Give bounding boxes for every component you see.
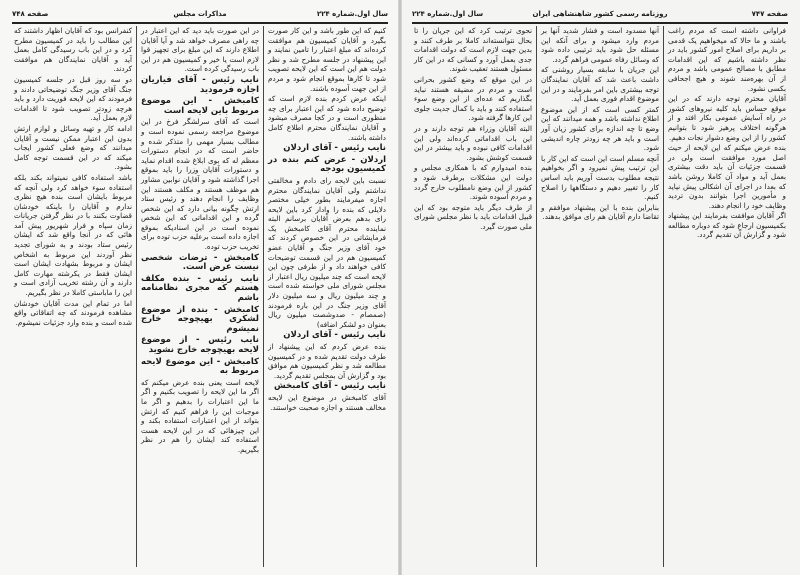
paragraph: اینکه عرض کردم بنده لازم است که توضیح داده شود که این اعتبار برای چه منظوری است و در کجا مصرف میشود و آقایان نمایندگان محترم اطلاع کامل داشته باشند. — [268, 94, 386, 142]
right-page-columns — [410, 26, 790, 567]
speaker-heading: نایب رئیس - بنده مکلف هستم که مجری نظامنامه باشم — [141, 273, 259, 304]
paragraph: بنده امیدوارم که با همکاری مجلس و دولت این مشکلات برطرف شود و کشور از این وضع نامطلوب خارج گردد و مردم آسوده شوند. — [414, 163, 532, 202]
speaker-heading: اردلان - عرض کنم بنده در کمیسیون بودجه — [268, 154, 386, 175]
text-column — [536, 26, 663, 567]
section-title: مذاکرات مجلس — [173, 10, 227, 18]
paragraph: البته آقایان وزراء هم توجه دارند و در این باب اقداماتی کرده‌اند ولی این اقدامات کافی نبوده و باید بیشتر در این قسمت کوشش بشود. — [414, 123, 532, 162]
speaker-heading: نایب رئیس - آقای اردلان — [283, 143, 386, 154]
page-spine — [398, 0, 402, 575]
issue-number: سال اول.شماره ۲۲۴ — [412, 10, 484, 18]
paragraph: از طرف دیگر باید متوجه بود که این قبیل اقدامات باید با نظر مجلس شورای ملی صورت گیرد. — [414, 202, 532, 231]
paragraph: بنابراین بنده با این پیشنهاد موافقم و تقاضا دارم آقایان هم رای موافق بدهند. — [541, 202, 659, 222]
left-page-header — [12, 8, 388, 24]
paragraph: در این صورت باید دید که این اعتبار در چه راهی مصرف خواهد شد و آیا آقایان اطلاع دارند که این مبلغ برای تجهیز قوا لازم است یا خیر و کمیسیون هم در این باب رسیدگی کرده است. — [141, 26, 259, 74]
paragraph: آنها مسدود است و فشار شدید آنها بر مردم وارد میشود و برای آنکه این مسئله حل شود باید ترتیبی داده شود که وسائل رفاه عمومی فراهم گردد. — [541, 26, 659, 64]
paragraph: آقایان محترم توجه دارند که در این موقع حساس باید کلیه نیروهای کشور در راه آسایش عمومی بکار افتد و از هرگونه اختلاف پرهیز شود تا بتوانیم کشور را از این وضع دشوار نجات دهیم. — [668, 94, 786, 142]
paragraph: اما در تمام این مدت آقایان خودشان مشاهده فرمودند که چه اتفاقاتی واقع شده است و بنده وارد جزئیات نمیشوم. — [14, 298, 132, 327]
text-column — [663, 26, 790, 567]
paragraph: کنفرانس بود که آقایان اظهار داشتند که این مطالب را باید در کمیسیون مطرح کرد و در این باب رسیدگی کامل بعمل آید و آقایان نمایندگان هم موافقت کردند. — [14, 26, 132, 74]
paragraph: فراوانی داشته است که مردم راغب باشند و ما حالا که میخواهیم یک قدمی بر داریم برای اصلاح امور کشور باید در نظر داشته باشیم که این اقدامات مطابق با مصالح عمومی باشد و مردم از آن بهره‌مند شوند و هیچ اجحافی بکسی نشود. — [668, 26, 786, 93]
paragraph: نسبت باین لایحه رای دادم و مخالفتی نداشتم ولی آقایان نمایندگان محترم اجازه میفرمایند بطور خیلی مختصر دلایلی که بنده را وادار کرد باین لایحه رای بدهم بعرض آقایان برسانم البته نماینده محترم آقای کامبخش یک فرمایشاتی در این خصوص کردند که خود آقای وزیر جنگ و آقایان عضو کمیسیون هم در این قسمت توضیحات کافی خواهند داد و از طرفی چون این لایحه است که چند میلیون ریال اعتبار از مجلس شورای ملی خواسته شده است و چند میلیون ریال و سه میلیون دلار آقای وزیر جنگ در این باره فرمودند (صمصام - صدوشصت میلیون ریال بعنوان دو لشکر اضافه) — [268, 175, 386, 329]
paragraph: کمتر کسی است که از این موضوع اطلاع نداشته باشد و همه میدانند که این وضع تا چه اندازه برای کشور زیان آور است و باید هر چه زودتر چاره اندیشی شود. — [541, 104, 659, 153]
text-column — [10, 26, 136, 567]
paragraph: در این موقع که وضع کشور بحرانی است و مردم در مضیقه هستند نباید بگذاریم که عده‌ای از این وضع سوء استفاده کنند و باید با کمال جدیت جلوی این کارها گرفته شود. — [414, 74, 532, 123]
speaker-heading: نایب رئیس - از موضوع لایحه بهیچوجه خارج نشوید — [141, 335, 259, 355]
speaker-heading: کامبخش - این موضوع لایحه مربوط به — [141, 356, 259, 377]
paragraph: آقای کامبخش در موضوع این لایحه مخالف هستند و اجازه صحبت خواستند. — [268, 392, 386, 412]
paragraph: لایحه است یعنی بنده عرض میکنم که اگر ما این لایحه را تصویب بکنیم و اگر ما این اعتبارات را بدهیم و اگر ما موجبات این را فراهم کنیم که ارتش بتواند از این اعتبارات استفاده بکند و این چیزهائی که در این لایحه هست استفاده کند ایشان را هم در نظر بگیریم. — [141, 377, 259, 454]
text-column — [263, 26, 390, 567]
speaker-heading: کامبخش - این موضوع مربوط باین لایحه است — [141, 96, 259, 116]
paragraph: بنده عرض کردم که این پیشنهاد از طرف دولت تقدیم شده و در کمیسیون مطالعه شد و نظر کمیسیون هم موافق بود و گزارش آن بمجلس تقدیم گردید. — [268, 342, 386, 380]
speaker-heading: کامبخش - ترضات شخصی نیست عرض است. — [141, 252, 259, 273]
paragraph: ادامه کار و تهیه وسائل و لوازم ارتش بدون این اعتبار ممکن نیست و آقایان میدانند که وضع فعلی کشور ایجاب میکند که در این قسمت توجه کامل بشود. — [14, 123, 132, 172]
newspaper-title: روزنامه رسمی کشور شاهنشاهی ایران — [532, 10, 668, 18]
paragraph: این جریان با سابقه بسیار روشنی که داشت باعث شد که آقایان نمایندگان توجه بیشتری باین امر بفرمایند و در این موضوع اقدام فوری بعمل آید. — [541, 65, 659, 104]
paragraph: کنیم که این طور باشد و این کار صورت بگیرد و آقایان کمیسیون هم موافقت کرده‌اند که مبلغ اعتبار را تامین نمایند و این پیشنهاد در جلسه مطرح شد و نظر دولت هم این است که این لایحه تصویب شود تا کارها بموقع انجام شود و مردم از این جهت آسوده باشند. — [268, 26, 386, 93]
issue-number: سال اول.شماره ۲۲۴ — [316, 10, 388, 18]
paragraph: دو سه روز قبل در جلسه کمیسیون جنگ آقای وزیر جنگ توضیحاتی دادند و فرمودند که این لایحه فوریت دارد و باید هرچه زودتر تصویب شود تا اقدامات لازم بعمل آید. — [14, 74, 132, 123]
paragraph: باشد استفاده کافی نمیتواند بکند بلکه استفاده سوء خواهد کرد ولی آنچه که مربوط بایشان است بنده هیچ نظری ندارم و آقایان را باینکه خودشان قضاوت بکنند با در نظر گرفتن جریانات زمان سپاه و فرار شهریور پیش آمد هائی که در آنجا واقع شد که ایشان رئیس ستاد بودند و به شورای تجدید نظر آوردند این مربوط به اشخاص ایشان و مربوط بشهادت ایشان است ایشان فقط در یکرشته مهارت کامل دارند و آن رشته تخریب آزادی است و این را ماباستی کاملا در نظر بگیریم. — [14, 172, 132, 298]
text-column — [136, 26, 263, 567]
speaker-heading: نایب رئیس - آقای اردلان — [283, 330, 386, 341]
paragraph: آنچه مسلم است این است که این کار با این ترتیب پیش نمیرود و اگر بخواهیم نتیجه مطلوب بدست آوریم باید اساس کار را تغییر دهیم و دستگاهها را اصلاح کنیم. — [541, 153, 659, 202]
paragraph: بنده عرض میکنم که این لایحه از حیث اصل مورد موافقت است ولی در قسمت جزئیات آن باید دقت بیشتری بعمل آید و مواد آن کاملا روشن باشد که بعدا در اجرای آن اشکالی پیش نیاید و مأمورین اجرا بتوانند بدون تردید وظایف خود را انجام دهند. — [668, 143, 786, 210]
page-number: صفحه ۷۴۷ — [751, 10, 788, 18]
left-page-columns — [10, 26, 390, 567]
page-number: صفحه ۷۴۸ — [12, 10, 49, 18]
text-column — [410, 26, 536, 567]
right-page-header — [412, 8, 788, 24]
paragraph: است که آقای سرلشگر فرخ در این موضوع مراجعه رسمی نموده است و مطالب بسیار مهمی را متذکر شده و حاضر است که در انجام دستورات معظم له که بوی ابلاغ شده اقدام نماید و دستورات آقایان وزرا را باید بموقع اجرا گذاشته شود و آقایان نوابین مشاور هم موظف هستند و مکلف هستند این وظایف را انجام دهند و رئیس ستاد ارتش چگونه بیانی دارد که این شخص گرده و این اقداماتی که این شخص نموده است در این اسنادیکه بموقع اجازه داده است برعلیه حزب توده برای تخریب حزب توده. — [141, 117, 259, 252]
speaker-heading: کامبخش - بنده از موضوع لشکری بهیچوجه خارج نمیشوم — [141, 304, 259, 334]
paragraph: اگر آقایان موافقت بفرمایند این پیشنهاد بکمیسیون ارجاع شود که دوباره مطالعه شود و گزارش آن تقدیم گردد. — [668, 211, 786, 240]
speaker-heading: نایب رئیس - آقای فیاریان اجازه فرمودید — [141, 74, 259, 95]
right-page — [400, 0, 800, 575]
paragraph: نحوی ترتیب کرد که این جریان را تا بحال نتوانسته‌اند کاملا بر طرف کنند و بدین جهت لازم است که دولت اقدامات جدی بعمل آورد و کسانی که در این کار مسئول هستند تعقیب شوند. — [414, 26, 532, 74]
speaker-heading: نایب رئیس - آقای کامبخش — [274, 381, 386, 392]
